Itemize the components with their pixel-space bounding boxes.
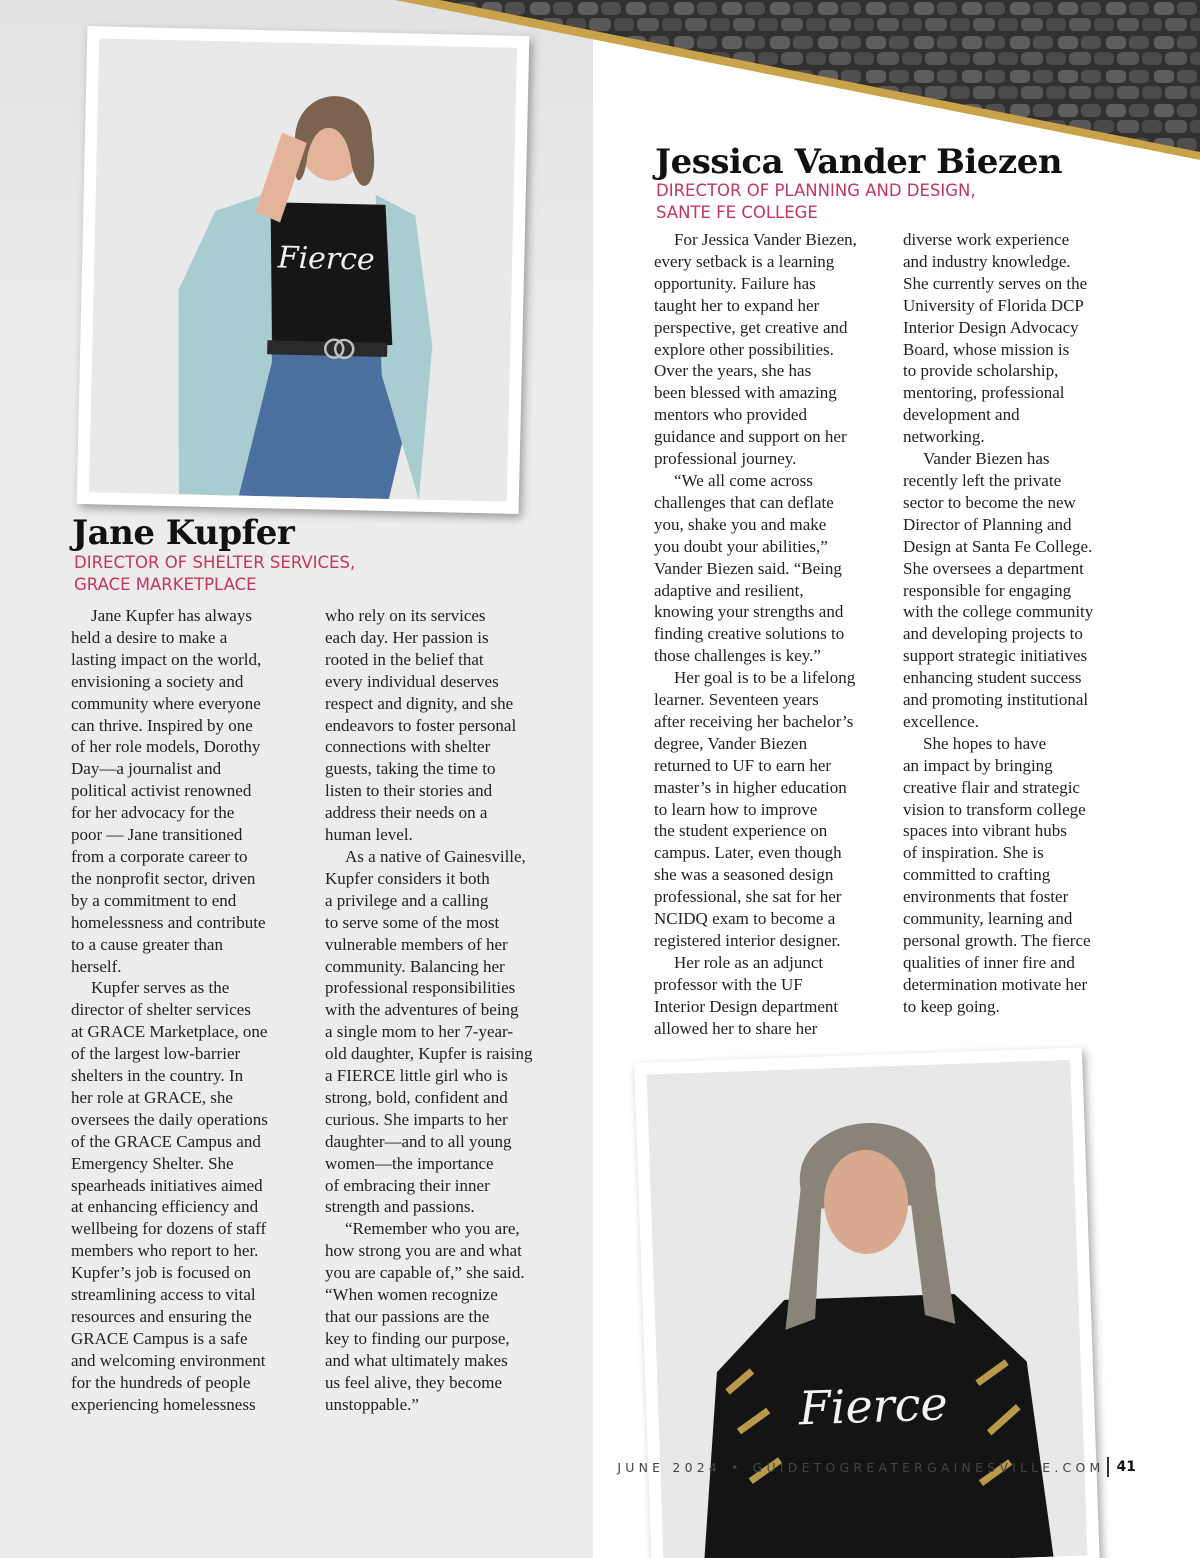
article-line: GRACE Campus is a safe — [71, 1328, 248, 1348]
article-line: those challenges is key.” — [654, 646, 821, 666]
article-line: guidance and support on her — [654, 427, 847, 447]
profile-title — [656, 180, 976, 224]
footer-bullet: • — [731, 1459, 743, 1475]
article-line: campus. Later, even though — [654, 843, 842, 863]
article-line: connections with shelter — [325, 737, 491, 757]
article-line: registered interior designer. — [654, 931, 841, 950]
article-line: you, shake you and make — [654, 514, 827, 534]
article-line: to keep going. — [903, 996, 1000, 1016]
article-line: finding creative solutions to — [654, 624, 845, 644]
article-line: and industry knowledge. — [903, 251, 1071, 271]
profile-name: Jane Kupfer — [72, 513, 295, 553]
article-line: Director of Planning and — [903, 514, 1072, 534]
article-line: unstoppable.” — [325, 1394, 419, 1414]
article-line: environments that foster — [903, 887, 1069, 907]
photo2-shirt-text: Fierce — [797, 1376, 949, 1436]
article-line: Design at Santa Fe College. — [903, 536, 1093, 556]
article-line: NCIDQ exam to become a — [654, 909, 836, 929]
article-line: rooted in the belief that — [325, 649, 484, 669]
article-line: held a desire to make a — [71, 627, 228, 647]
article-line: Jane Kupfer has always — [91, 606, 252, 625]
article-line: Vander Biezen said. “Being — [654, 558, 842, 578]
article-line: Kupfer serves as the — [91, 978, 230, 998]
article-line: returned to UF to earn her — [654, 755, 832, 775]
article-line: of the largest low-barrier — [71, 1044, 241, 1064]
article-line: excellence. — [903, 711, 979, 731]
jessica-vander-biezen-photo — [634, 1047, 1100, 1558]
footer-site: GUIDETOGREATERGAINESVILLE.COM — [752, 1459, 1105, 1475]
article-line: personal growth. The fierce — [903, 931, 1091, 950]
article-line: Vander Biezen has — [923, 449, 1050, 469]
article-line: creative flair and strategic — [903, 777, 1080, 797]
article-line: herself. — [71, 956, 122, 976]
page-number: 41 — [1116, 1459, 1136, 1475]
article-line: to serve some of the most — [325, 912, 500, 932]
article-line: every setback is a learning — [654, 251, 835, 271]
article-line: learner. Seventeen years — [654, 690, 819, 710]
article-line: community. Balancing her — [325, 956, 505, 976]
article-line: Kupfer considers it both — [325, 868, 490, 888]
article-column — [903, 229, 1093, 1018]
article-line: each day. Her passion is — [325, 627, 489, 647]
profile-title-line: DIRECTOR OF PLANNING AND DESIGN, — [656, 181, 976, 200]
article-line: community where everyone — [71, 693, 261, 713]
article-line: to provide scholarship, — [903, 361, 1059, 381]
footer-issue: JUNE 2024 — [617, 1459, 722, 1475]
article-line: the nonprofit sector, driven — [71, 868, 256, 888]
article-line: support strategic initiatives — [903, 646, 1088, 666]
article-line: been blessed with amazing — [654, 383, 837, 403]
article-line: streamlining access to vital — [71, 1285, 256, 1305]
article-line: opportunity. Failure has — [654, 273, 816, 293]
article-line: networking. — [903, 427, 985, 447]
article-line: She hopes to have — [923, 733, 1047, 753]
article-line: envisioning a society and — [71, 671, 244, 691]
jane-kupfer-photo — [77, 26, 530, 514]
article-line: Kupfer’s job is focused on — [71, 1263, 252, 1283]
article-line: for her advocacy for the — [71, 803, 235, 823]
article-line: spaces into vibrant hubs — [903, 821, 1067, 841]
article-line: members who report to her. — [71, 1241, 259, 1261]
article-line: with the college community — [903, 602, 1094, 622]
article-line: resources and ensuring the — [71, 1307, 252, 1326]
article-line: taught her to expand her — [654, 295, 820, 315]
article-line: For Jessica Vander Biezen, — [674, 230, 857, 249]
article-line: after receiving her bachelor’s — [654, 711, 854, 731]
article-line: vision to transform college — [903, 799, 1086, 819]
article-line: committed to crafting — [903, 865, 1051, 885]
article-line: “Remember who you are, — [345, 1219, 520, 1239]
article-line: recently left the private — [903, 470, 1062, 490]
article-line: listen to their stories and — [325, 781, 493, 801]
article-line: University of Florida DCP — [903, 295, 1084, 315]
article-column — [325, 605, 533, 1416]
article-line: professor with the UF — [654, 974, 803, 994]
article-line: Her role as an adjunct — [674, 952, 824, 972]
article-line: a FIERCE little girl who is — [325, 1066, 508, 1086]
article-line: shelters in the country. In — [71, 1066, 244, 1086]
article-line: at GRACE Marketplace, one — [71, 1022, 268, 1042]
article-line: Her goal is to be a lifelong — [674, 668, 856, 688]
article-column — [654, 229, 857, 1040]
article-line: her role at GRACE, she — [71, 1087, 233, 1107]
article-line: Day—a journalist and — [71, 759, 222, 779]
article-line: endeavors to foster personal — [325, 715, 517, 735]
article-line: at enhancing efficiency and — [71, 1197, 259, 1217]
article-line: to a cause greater than — [71, 934, 223, 954]
article-line: determination motivate her — [903, 974, 1088, 994]
article-line: for the hundreds of people — [71, 1372, 251, 1392]
article-line: professional journey. — [654, 449, 797, 469]
article-line: key to finding our purpose, — [325, 1328, 510, 1348]
article-line: you are capable of,” she said. — [325, 1263, 525, 1283]
article-line: mentoring, professional — [903, 383, 1065, 403]
article-line: experiencing homelessness — [71, 1394, 256, 1414]
article-line: human level. — [325, 825, 413, 845]
article-line: of embracing their inner — [325, 1175, 490, 1195]
article-line: allowed her to share her — [654, 1018, 818, 1038]
article-line: explore other possibilities. — [654, 339, 834, 359]
article-line: with the adventures of being — [325, 1000, 519, 1020]
article-line: mentors who provided — [654, 405, 807, 425]
profile-title-line: SANTE FE COLLEGE — [656, 203, 818, 222]
profile-title — [74, 552, 355, 596]
article-line: lasting impact on the world, — [71, 649, 262, 669]
article-line: the student experience on — [654, 821, 828, 841]
article-line: “We all come across — [674, 470, 813, 490]
article-line: of inspiration. She is — [903, 843, 1044, 863]
article-line: oversees the daily operations — [71, 1109, 268, 1129]
article-line: qualities of inner fire and — [903, 952, 1075, 972]
page-footer — [556, 1455, 1136, 1479]
article-line: by a commitment to end — [71, 890, 237, 910]
article-line: us feel alive, they become — [325, 1372, 503, 1392]
article-line: Emergency Shelter. She — [71, 1153, 234, 1173]
article-line: strong, bold, confident and — [325, 1087, 508, 1107]
article-line: master’s in higher education — [654, 777, 847, 797]
article-line: spearheads initiatives aimed — [71, 1175, 263, 1195]
profile-title-line: DIRECTOR OF SHELTER SERVICES, — [74, 553, 356, 572]
article-line: you doubt your abilities,” — [654, 536, 828, 556]
article-line: to learn how to improve — [654, 799, 818, 819]
profile-title-line: GRACE MARKETPLACE — [74, 575, 257, 594]
article-line: how strong you are and what — [325, 1241, 522, 1261]
article-line: address their needs on a — [325, 803, 488, 823]
article-line: wellbeing for dozens of staff — [71, 1219, 267, 1239]
article-line: guests, taking the time to — [325, 759, 496, 779]
article-line: professional responsibilities — [325, 978, 516, 998]
article-line: perspective, get creative and — [654, 317, 848, 337]
article-line: old daughter, Kupfer is raising — [325, 1044, 533, 1064]
article-line: “When women recognize — [325, 1285, 498, 1305]
article-line: She currently serves on the — [903, 273, 1088, 293]
article-line: Interior Design department — [654, 996, 839, 1016]
article-line: She oversees a department — [903, 558, 1084, 578]
article-line: that our passions are the — [325, 1307, 490, 1326]
article-line: can thrive. Inspired by one — [71, 715, 253, 735]
article-line: Interior Design Advocacy — [903, 317, 1079, 337]
article-line: knowing your strengths and — [654, 602, 844, 622]
article-line: who rely on its services — [325, 606, 486, 625]
article-column — [71, 605, 268, 1416]
article-line: and promoting institutional — [903, 690, 1089, 710]
article-line: a single mom to her 7-year- — [325, 1022, 514, 1042]
article-line: homelessness and contribute — [71, 912, 266, 932]
article-line: a privilege and a calling — [325, 890, 489, 910]
article-line: and what ultimately makes — [325, 1350, 508, 1370]
article-line: As a native of Gainesville, — [345, 846, 526, 866]
article-line: Over the years, she has — [654, 361, 812, 381]
article-line: sector to become the new — [903, 492, 1076, 512]
article-line: Board, whose mission is — [903, 339, 1070, 359]
article-line: professional, she sat for her — [654, 887, 842, 907]
article-line: poor — Jane transitioned — [71, 825, 243, 845]
profile-name: Jessica Vander Biezen — [655, 142, 1063, 182]
article-line: strength and passions. — [325, 1197, 475, 1217]
article-line: director of shelter services — [71, 1000, 251, 1020]
article-line: she was a seasoned design — [654, 865, 834, 885]
article-line: respect and dignity, and she — [325, 693, 514, 713]
article-line: responsible for engaging — [903, 580, 1072, 600]
article-line: community, learning and — [903, 909, 1073, 929]
article-line: adaptive and resilient, — [654, 580, 804, 600]
article-line: from a corporate career to — [71, 846, 248, 866]
article-line: of the GRACE Campus and — [71, 1131, 261, 1151]
article-line: and developing projects to — [903, 624, 1083, 644]
article-line: challenges that can deflate — [654, 492, 834, 512]
article-line: enhancing student success — [903, 668, 1082, 688]
article-line: an impact by bringing — [903, 755, 1053, 775]
article-line: every individual deserves — [325, 671, 499, 691]
article-line: vulnerable members of her — [325, 934, 508, 954]
article-line: and welcoming environment — [71, 1350, 266, 1370]
article-line: development and — [903, 405, 1020, 425]
photo1-shirt-text: Fierce — [277, 240, 376, 278]
article-line: daughter—and to all young — [325, 1131, 512, 1151]
article-line: women—the importance — [325, 1153, 494, 1173]
article-line: degree, Vander Biezen — [654, 733, 808, 753]
article-line: diverse work experience — [903, 230, 1070, 249]
article-line: curious. She imparts to her — [325, 1109, 508, 1129]
article-line: political activist renowned — [71, 781, 252, 801]
footer-divider — [1107, 1457, 1109, 1477]
article-line: of her role models, Dorothy — [71, 737, 261, 757]
